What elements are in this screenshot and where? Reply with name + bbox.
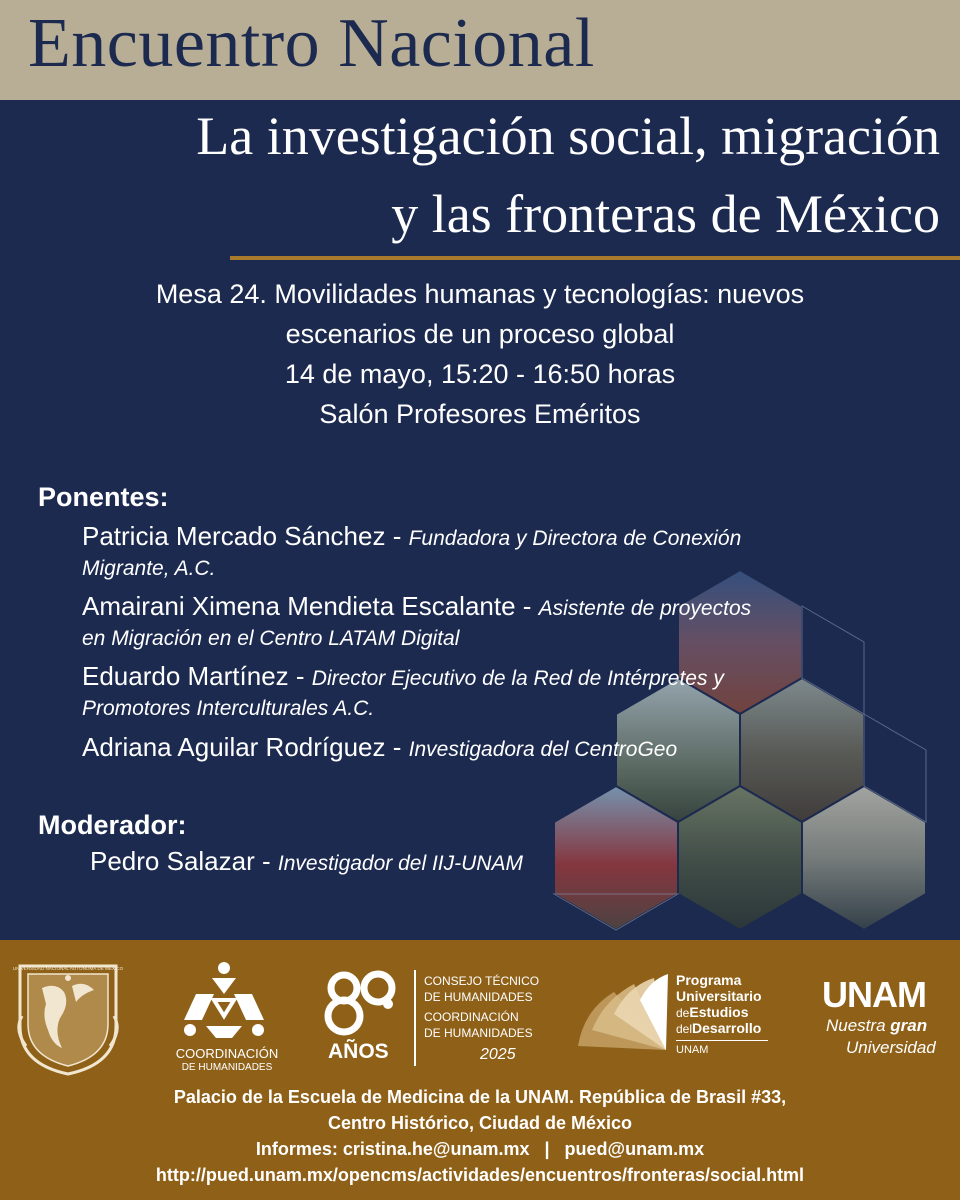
consejo-label-1: CONSEJO TÉCNICO [424,974,540,988]
speaker-name: Patricia Mercado Sánchez [82,521,386,551]
event-subtitle-line1: La investigación social, migración [196,106,940,166]
unam-slogan-2: Universidad [846,1038,936,1057]
consejo-year: 2025 [480,1046,516,1063]
footer-address-1: Palacio de la Escuela de Medicina de la UNAM. República de Brasil #33, [173,1087,787,1107]
speaker-role-cont: en Migración en el Centro LATAM Digital [82,627,460,650]
moderator-role: Investigador del IIJ-UNAM [277,852,523,875]
ponentes-heading: Ponentes: [38,482,169,512]
title-divider [230,256,960,260]
speaker-name: Amairani Ximena Mendieta Escalante [82,591,516,621]
coordinacion-label-1: COORDINACIÓN [175,1046,279,1061]
event-title: Encuentro Nacional [28,5,595,82]
pued-unam-label: UNAM [676,1044,709,1056]
unam-slogan-1: Nuestra gran [826,1016,928,1035]
unam-wordmark: UNAM [822,974,926,1015]
session-info [0,274,960,434]
pued-label-1: Programa [676,972,742,988]
speaker-name: Eduardo Martínez [82,661,289,691]
speaker-role: Director Ejecutivo de la Red de Intérpretes y [311,667,724,690]
consejo-label-2: DE HUMANIDADES [424,990,533,1004]
speaker-role-cont: Promotores Interculturales A.C. [82,697,375,720]
coordinacion-humanidades-logo [176,960,272,1042]
session-title-line2: escenarios de un proceso global [285,319,675,349]
consejo-label-4: DE HUMANIDADES [424,1026,533,1040]
unam-shield-logo [12,956,124,1076]
footer-address-2: Centro Histórico, Ciudad de México [327,1113,633,1133]
speaker-role: Asistente de proyectos [538,597,752,620]
speaker-entry: Adriana Aguilar Rodríguez - Investigadora del CentroGeo [82,732,678,762]
moderator-entry: Pedro Salazar - Investigador del IIJ-UNAM [90,846,523,876]
session-title-line1: Mesa 24. Movilidades humanas y tecnologías: nuevos [155,279,805,309]
pued-label-4: delDesarrollo [676,1020,762,1036]
logo-separator [414,970,416,1066]
speaker-role-cont: Migrante, A.C. [82,557,216,580]
pued-logo [574,970,670,1056]
speaker-entry: Amairani Ximena Mendieta Escalante - Asistente de proyectos en Migración en el Centro LATAM Digital [82,590,932,653]
shield-ring-text: UNIVERSIDAD NACIONAL AUTÓNOMA DE MÉXICO [12,966,124,971]
session-venue: Salón Profesores Eméritos [319,399,641,429]
moderador-heading: Moderador: [38,810,187,840]
speaker-entry: Patricia Mercado Sánchez - Fundadora y Directora de Conexión Migrante, A.C. [82,520,932,583]
sponsor-logos [0,950,960,1080]
footer-info [0,1084,960,1188]
speaker-role: Investigadora del CentroGeo [408,738,678,761]
ochenta-anos-logo [322,966,402,1038]
header-band [0,0,960,100]
pued-underline [676,1040,768,1041]
footer-url-link[interactable]: http://pued.unam.mx/opencms/actividades/encuentros/fronteras/social.html [155,1165,805,1185]
speaker-role: Fundadora y Directora de Conexión [408,527,742,550]
event-subtitle-line2: y las fronteras de México [391,184,940,244]
anos-label: AÑOS [328,1040,389,1063]
session-date-time: 14 de mayo, 15:20 - 16:50 horas [284,359,676,389]
speaker-name: Adriana Aguilar Rodríguez [82,732,386,762]
consejo-label-3: COORDINACIÓN [424,1010,519,1024]
pued-label-3: deEstudios [676,1004,749,1020]
footer-contact[interactable]: Informes: cristina.he@unam.mx | pued@unam.mx [255,1139,705,1159]
moderator-name: Pedro Salazar [90,846,255,876]
pued-label-2: Universitario [676,988,762,1004]
speaker-entry: Eduardo Martínez - Director Ejecutivo de la Red de Intérpretes y Promotores Interculturales A.C. [82,660,932,723]
coordinacion-label-2: DE HUMANIDADES [181,1062,273,1073]
